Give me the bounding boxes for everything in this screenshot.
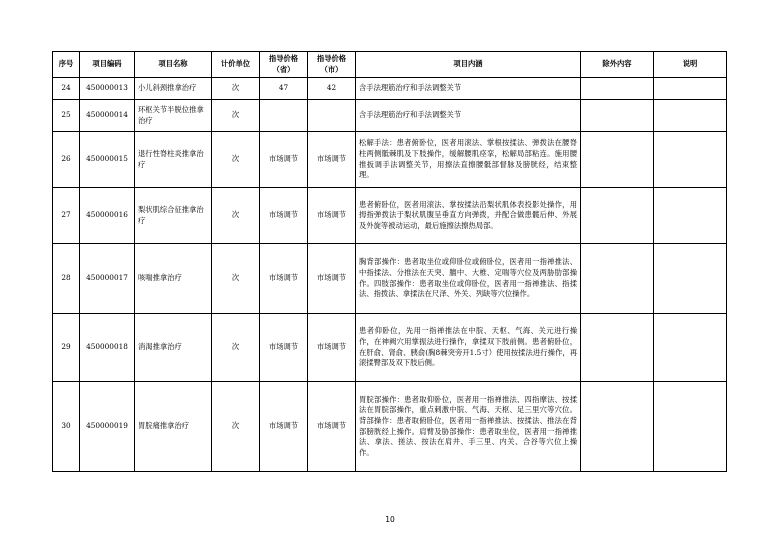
page-number: 10 — [385, 515, 395, 524]
table-row — [53, 132, 727, 188]
cell-note — [654, 244, 727, 314]
cell-unit: 次 — [212, 244, 260, 314]
table-row — [53, 314, 727, 382]
cell-excluded — [581, 78, 654, 100]
price-table — [52, 51, 727, 472]
cell-price-city: 市场调节 — [308, 314, 356, 382]
cell-code: 450000014 — [80, 100, 135, 132]
header-content: 项目内涵 — [356, 52, 581, 78]
cell-price-prov: 市场调节 — [260, 132, 308, 188]
cell-price-prov: 市场调节 — [260, 188, 308, 244]
cell-price-city: 市场调节 — [308, 188, 356, 244]
table-row — [53, 188, 727, 244]
cell-code: 450000015 — [80, 132, 135, 188]
cell-unit: 次 — [212, 382, 260, 472]
header-row — [53, 52, 727, 78]
cell-name: 小儿斜颈推拿治疗 — [135, 78, 212, 100]
cell-excluded — [581, 188, 654, 244]
cell-seq: 28 — [53, 244, 80, 314]
header-seq: 序号 — [53, 52, 80, 78]
cell-price-prov: 市场调节 — [260, 382, 308, 472]
cell-name: 咳喘推拿治疗 — [135, 244, 212, 314]
cell-seq: 24 — [53, 78, 80, 100]
cell-name: 消渴推拿治疗 — [135, 314, 212, 382]
cell-seq: 27 — [53, 188, 80, 244]
cell-price-city — [308, 100, 356, 132]
header-note: 说明 — [654, 52, 727, 78]
cell-content: 患者仰卧位，先用一指禅推法在中脘、天枢、气海、关元进行操作，在神阙穴用掌振法进行操作，拿揉双下肢前侧。患者俯卧位，在肝俞、肾俞、胰俞(胸8棘突旁开1.5寸）使用按揉法进行操作，再滚揉臀部及双下肢后侧。 — [356, 314, 581, 382]
cell-unit: 次 — [212, 100, 260, 132]
cell-unit: 次 — [212, 188, 260, 244]
cell-excluded — [581, 100, 654, 132]
cell-note — [654, 314, 727, 382]
table-row — [53, 382, 727, 472]
cell-name: 退行性脊柱炎推拿治疗 — [135, 132, 212, 188]
table-row — [53, 78, 727, 100]
cell-name: 胃脘痛推拿治疗 — [135, 382, 212, 472]
cell-price-city: 市场调节 — [308, 244, 356, 314]
cell-price-prov — [260, 100, 308, 132]
cell-excluded — [581, 314, 654, 382]
cell-content: 含手法理筋治疗和手法调整关节 — [356, 78, 581, 100]
cell-content: 患者俯卧位，医者用滚法、掌按揉法沿梨状肌体表投影处操作，用拇指弹拨法于梨状肌腹呈垂直方向弹拨，并配合做患髋后伸、外展及外旋等被动运动，最后施擦法擦热局部。 — [356, 188, 581, 244]
cell-seq: 26 — [53, 132, 80, 188]
cell-note — [654, 78, 727, 100]
cell-content: 松解手法：患者俯卧位，医者用滚法、掌根按揉法、弹拨法在腰脊柱两侧骶棘肌及下肢操作，缓解腰肌痉挛，松解局部粘连。施用腰推扳调手法调整关节，用擦法直擦腰骶部督脉及膀胱经，结束整理。 — [356, 132, 581, 188]
cell-content: 胸背部操作：患者取坐位或仰卧位或俯卧位，医者用一指禅推法、中指揉法、分推法在天突、膻中、大椎、定喘等穴位及两胁肋部操作。四肢部操作：患者取坐位或仰卧位，医者用一指禅推法、指揉法、指拨法、拿揉法在尺泽、外关、列缺等穴位操作。 — [356, 244, 581, 314]
table-row — [53, 244, 727, 314]
cell-name: 环枢关节半脱位推拿治疗 — [135, 100, 212, 132]
cell-price-prov: 市场调节 — [260, 314, 308, 382]
cell-seq: 30 — [53, 382, 80, 472]
cell-unit: 次 — [212, 314, 260, 382]
header-price-prov: 指导价格（省） — [260, 52, 308, 78]
cell-price-prov: 市场调节 — [260, 244, 308, 314]
cell-content: 含手法理筋治疗和手法调整关节 — [356, 100, 581, 132]
cell-note — [654, 132, 727, 188]
cell-excluded — [581, 244, 654, 314]
cell-code: 450000019 — [80, 382, 135, 472]
cell-code: 450000018 — [80, 314, 135, 382]
cell-note — [654, 188, 727, 244]
cell-price-prov: 47 — [260, 78, 308, 100]
cell-code: 450000013 — [80, 78, 135, 100]
cell-seq: 25 — [53, 100, 80, 132]
header-code: 项目编码 — [80, 52, 135, 78]
cell-price-city: 市场调节 — [308, 382, 356, 472]
cell-price-city: 市场调节 — [308, 132, 356, 188]
cell-seq: 29 — [53, 314, 80, 382]
cell-code: 450000017 — [80, 244, 135, 314]
cell-unit: 次 — [212, 132, 260, 188]
cell-note — [654, 382, 727, 472]
cell-price-city: 42 — [308, 78, 356, 100]
header-unit: 计价单位 — [212, 52, 260, 78]
header-name: 项目名称 — [135, 52, 212, 78]
cell-excluded — [581, 132, 654, 188]
cell-name: 梨状肌综合征推拿治疗 — [135, 188, 212, 244]
header-price-city: 指导价格（市） — [308, 52, 356, 78]
cell-code: 450000016 — [80, 188, 135, 244]
header-excluded: 除外内容 — [581, 52, 654, 78]
cell-excluded — [581, 382, 654, 472]
cell-note — [654, 100, 727, 132]
cell-unit: 次 — [212, 78, 260, 100]
table-row — [53, 100, 727, 132]
cell-content: 胃脘部操作：患者取仰卧位，医者用一指禅推法、四指摩法、按揉法在胃脘部操作，重点刺激中脘、气海、天枢、足三里穴等穴位。背部操作：患者取俯卧位，医者用一指禅推法、按揉法、推法在背部膀胱经上操作。肩臂及胁部操作：患者取坐位，医者用一指禅推法、拿法、搓法、按法在肩井、手三里、内关、合谷等穴位上操作。 — [356, 382, 581, 472]
